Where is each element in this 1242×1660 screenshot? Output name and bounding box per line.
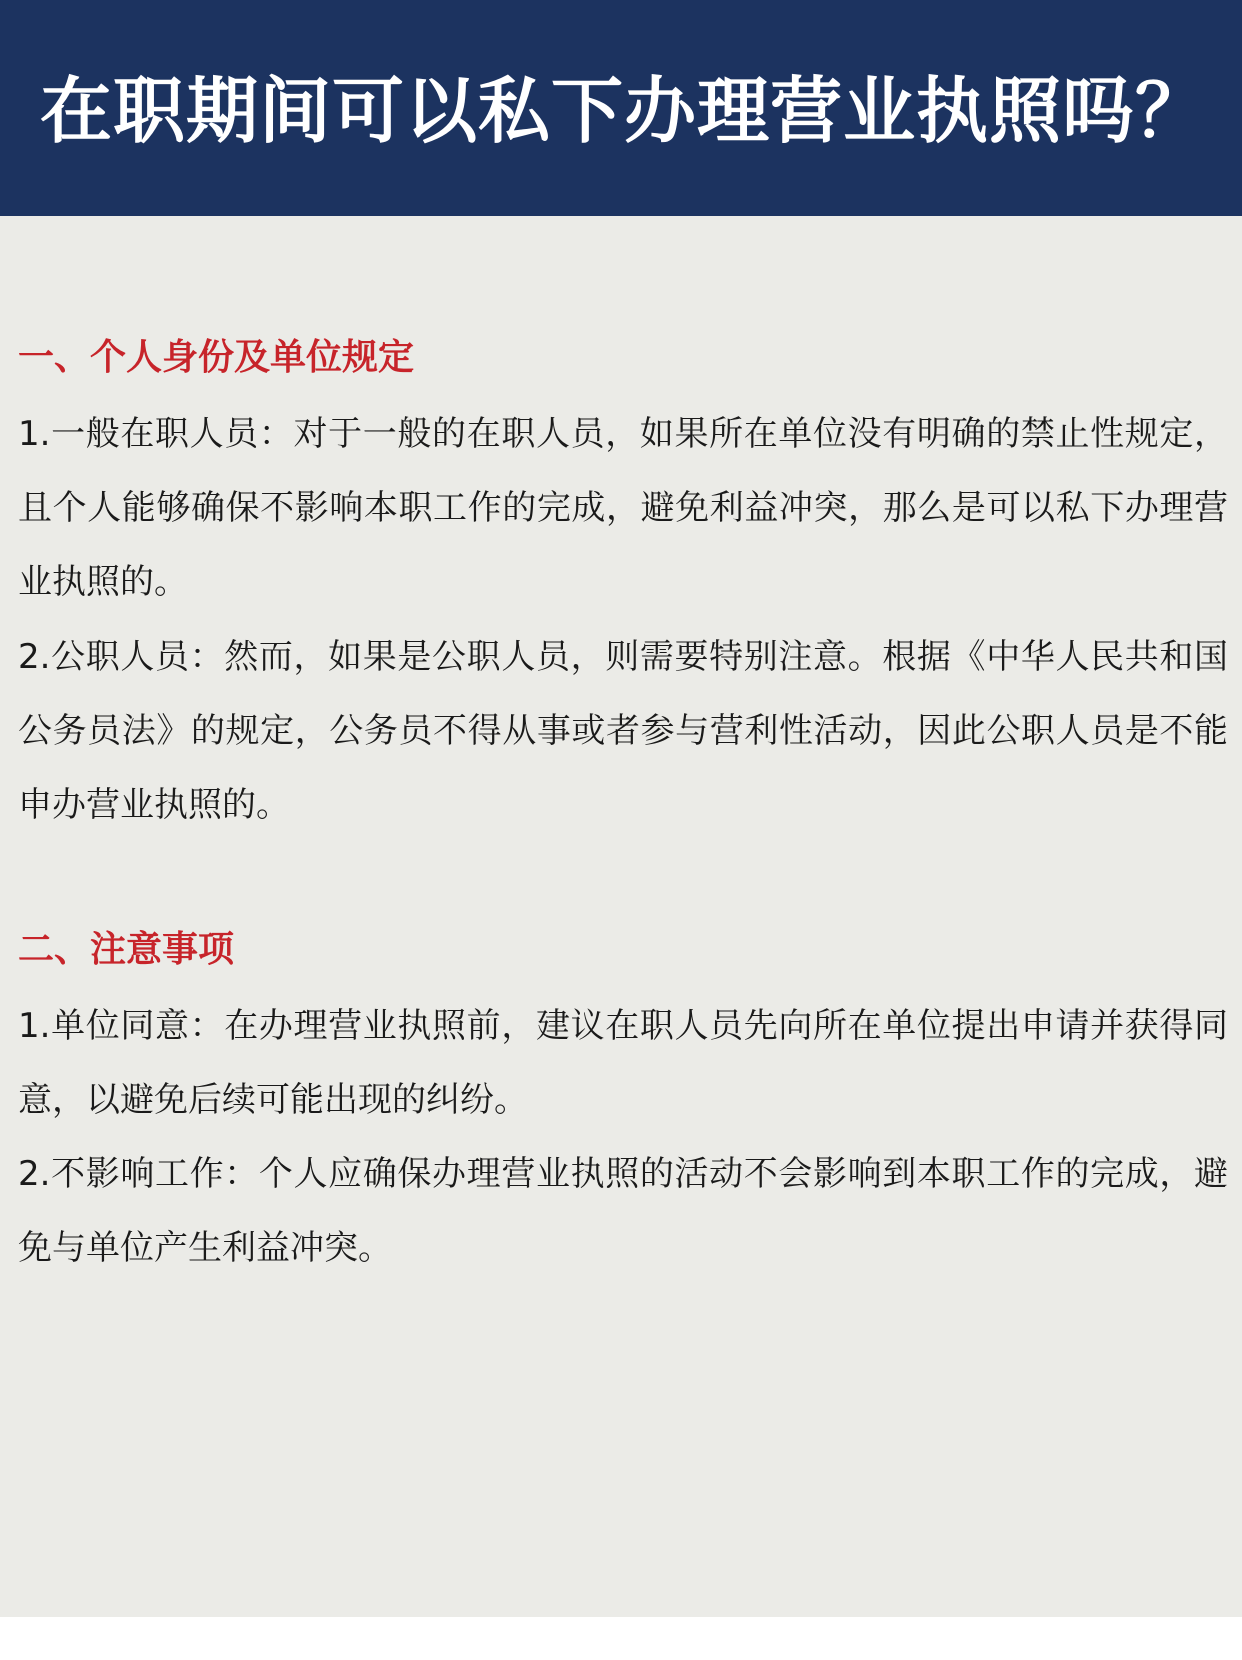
section-title-notes: 二、注意事项 <box>18 929 235 970</box>
paragraph-employer-consent: 1.单位同意：在办理营业执照前，建议在职人员先向所在单位提出申请并获得同意，以避免后续可能出现的纠纷。 <box>18 1006 1228 1120</box>
header-banner <box>0 0 1242 216</box>
paragraph-no-work-impact: 2.不影响工作：个人应确保办理营业执照的活动不会影响到本职工作的完成，避免与单位产生利益冲突。 <box>18 1154 1228 1268</box>
paragraph-general-employees: 1.一般在职人员：对于一般的在职人员，如果所在单位没有明确的禁止性规定，且个人能够确保不影响本职工作的完成，避免利益冲突，那么是可以私下办理营业执照的。 <box>18 414 1228 602</box>
page-title: 在职期间可以私下办理营业执照吗？ <box>40 69 1209 153</box>
paragraph-public-officials: 2.公职人员：然而，如果是公职人员，则需要特别注意。根据《中华人民共和国公务员法》的规定，公务员不得从事或者参与营利性活动，因此公职人员是不能申办营业执照的。 <box>18 637 1228 825</box>
section-title-identity-rules: 一、个人身份及单位规定 <box>18 337 415 378</box>
